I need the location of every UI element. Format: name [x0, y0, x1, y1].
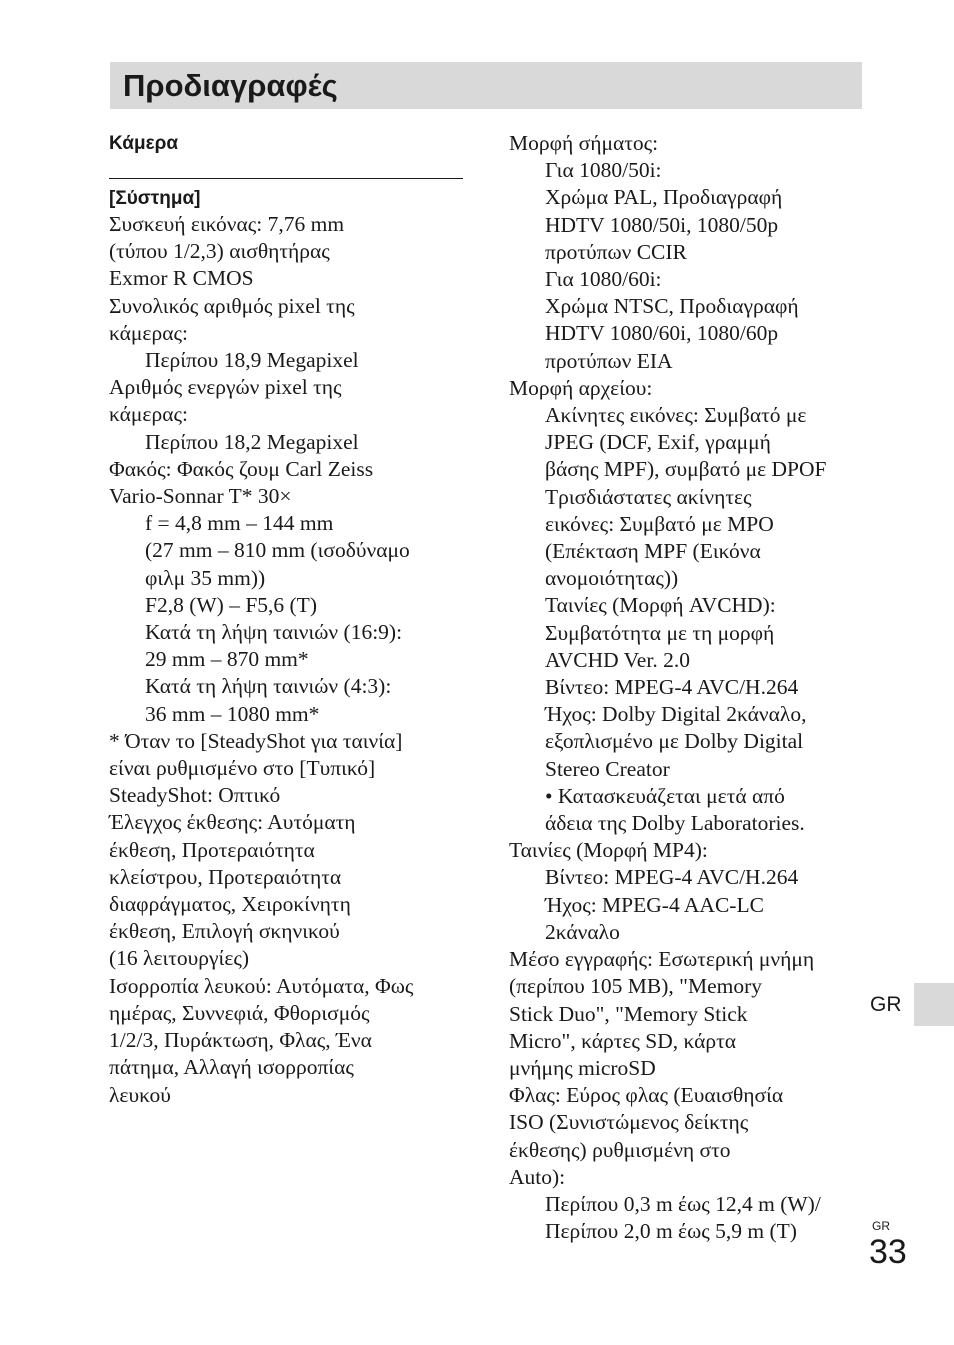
text-line: έκθεσης) ρυθμισμένη στο — [509, 1137, 731, 1162]
text-line: πάτημα, Αλλαγή ισορροπίας — [109, 1055, 354, 1080]
spec-white-balance — [109, 973, 469, 1109]
spec-lens — [109, 456, 469, 510]
text-line: (Επέκταση MPF (Εικόνα — [545, 539, 761, 564]
text-line: Κατά τη λήψη ταινιών (16:9): — [145, 620, 403, 645]
text-line: Φακός: Φακός ζουμ Carl Zeiss — [109, 456, 374, 481]
text-line: Exmor R CMOS — [109, 266, 254, 291]
text-line: • Κατασκευάζεται μετά από — [545, 783, 785, 808]
text-line: F2,8 (W) – F5,6 (T) — [145, 592, 317, 617]
text-line: φιλμ 35 mm)) — [145, 565, 266, 590]
text-line: κλείστρου, Προτεραιότητα — [109, 864, 342, 889]
text-line: διαφράγματος, Χειροκίνητη — [109, 892, 351, 917]
text-line: Ήχος: MPEG-4 AAC-LC — [545, 892, 764, 917]
text-line: Περίπου 2,0 m έως 5,9 m (T) — [545, 1219, 797, 1244]
text-line: βάσης MPF), συμβατό με DPOF — [545, 457, 827, 482]
text-line: HDTV 1080/60i, 1080/60p — [545, 321, 779, 346]
left-column — [109, 130, 469, 1109]
text-line: προτύπων EIA — [545, 348, 673, 373]
language-tab-label: GR — [870, 993, 902, 1016]
text-line: (27 mm – 810 mm (ισοδύναμο — [145, 538, 410, 563]
text-line: έκθεση, Προτεραιότητα — [109, 837, 315, 862]
section-divider — [109, 178, 463, 179]
text-line: * Όταν το [SteadyShot για ταινία] — [109, 728, 403, 753]
text-line: Για 1080/50i: — [545, 158, 662, 183]
text-line: Auto): — [509, 1164, 566, 1189]
text-line: Αριθμός ενεργών pixel της — [109, 375, 342, 400]
section-heading-camera: Κάμερα — [109, 133, 179, 154]
text-line: εικόνες: Συμβατό με MPO — [545, 511, 774, 536]
text-line: f = 4,8 mm – 144 mm — [145, 511, 334, 536]
spec-file-format-label: Μορφή αρχείου: — [509, 375, 653, 400]
text-line: Ταινίες (Μορφή AVCHD): — [545, 593, 776, 618]
text-line: Vario-Sonnar T* 30× — [109, 484, 292, 509]
text-line: Stereo Creator — [545, 756, 670, 781]
spec-exposure-control — [109, 809, 469, 972]
text-line: Ισορροπία λευκού: Αυτόματα, Φως — [109, 973, 414, 998]
text-line: έκθεση, Επιλογή σκηνικού — [109, 919, 340, 944]
text-line: μνήμης microSD — [509, 1055, 656, 1080]
text-line: Περίπου 0,3 m έως 12,4 m (W)/ — [545, 1191, 821, 1216]
text-line: ανομοιότητας)) — [545, 566, 679, 591]
text-line: (τύπου 1/2,3) αισθητήρας — [109, 239, 330, 264]
text-line: Βίντεο: MPEG-4 AVC/H.264 — [545, 865, 799, 890]
spec-effective-pixels-value: Περίπου 18,2 Megapixel — [145, 429, 359, 454]
text-line: (16 λειτουργίες) — [109, 946, 250, 971]
footnote-steadyshot — [109, 728, 469, 782]
text-line: 1/2/3, Πυράκτωση, Φλας, Ένα — [109, 1028, 372, 1053]
spec-signal-format-label: Μορφή σήματος: — [509, 131, 659, 155]
text-line: λευκού — [109, 1082, 171, 1107]
spec-steadyshot: SteadyShot: Οπτικό — [109, 783, 281, 808]
spec-flash-range — [509, 1191, 869, 1245]
text-line: JPEG (DCF, Exif, γραμμή — [545, 430, 771, 455]
text-line: (περίπου 105 MB), "Memory — [509, 974, 762, 999]
right-column — [509, 130, 869, 1245]
subsection-heading-system: [Σύστημα] — [109, 188, 201, 209]
text-line: Κατά τη λήψη ταινιών (4:3): — [145, 674, 392, 699]
text-line: Για 1080/60i: — [545, 267, 662, 292]
spec-signal-format-details — [509, 157, 869, 375]
spec-total-pixels — [109, 293, 469, 347]
spec-image-sensor — [109, 211, 469, 293]
text-line: κάμερας: — [109, 402, 188, 427]
text-line: Micro", κάρτες SD, κάρτα — [509, 1028, 737, 1053]
text-line: Φλας: Εύρος φλας (Ευαισθησία — [509, 1083, 784, 1108]
spec-file-format-details — [509, 402, 869, 783]
text-line: Συσκευή εικόνας: 7,76 mm — [109, 212, 345, 236]
footer-language: GR — [872, 1219, 890, 1233]
spec-flash — [509, 1082, 869, 1191]
dolby-license-bullet — [509, 783, 869, 837]
text-line: Χρώμα PAL, Προδιαγραφή — [545, 185, 783, 210]
text-line: 2κάναλο — [545, 919, 620, 944]
language-tab — [914, 983, 954, 1026]
title-bar — [110, 62, 862, 109]
text-line: εξοπλισμένο με Dolby Digital — [545, 729, 804, 754]
text-line: κάμερας: — [109, 320, 188, 345]
text-line: HDTV 1080/50i, 1080/50p — [545, 212, 779, 237]
page-title: Προδιαγραφές — [123, 68, 338, 103]
text-line: Συνολικός αριθμός pixel της — [109, 293, 355, 318]
text-line: Stick Duo", "Memory Stick — [509, 1001, 748, 1026]
text-line: ημέρας, Συννεφιά, Φθορισμός — [109, 1000, 370, 1025]
text-line: ISO (Συνιστώμενος δείκτης — [509, 1110, 749, 1135]
spec-lens-details — [109, 510, 469, 728]
text-line: Ακίνητες εικόνες: Συμβατό με — [545, 403, 807, 428]
text-line: Βίντεο: MPEG-4 AVC/H.264 — [545, 675, 799, 700]
spec-mp4-label: Ταινίες (Μορφή MP4): — [509, 838, 708, 863]
text-line: 36 mm – 1080 mm* — [145, 701, 320, 726]
spec-mp4-details — [509, 864, 869, 946]
text-line: Ήχος: Dolby Digital 2κάναλο, — [545, 702, 807, 727]
page-number: 33 — [869, 1233, 907, 1271]
spec-recording-media — [509, 946, 869, 1082]
text-line: άδεια της Dolby Laboratories. — [545, 811, 805, 836]
text-line: Συμβατότητα με τη μορφή — [545, 620, 775, 645]
text-line: AVCHD Ver. 2.0 — [545, 647, 690, 672]
text-line: προτύπων CCIR — [545, 239, 687, 264]
spec-effective-pixels — [109, 374, 469, 428]
text-line: Τρισδιάστατες ακίνητες — [545, 484, 752, 509]
text-line: Μέσο εγγραφής: Εσωτερική μνήμη — [509, 947, 815, 972]
text-line: είναι ρυθμισμένο στο [Τυπικό] — [109, 756, 376, 781]
spec-total-pixels-value: Περίπου 18,9 Megapixel — [145, 348, 359, 373]
text-line: 29 mm – 870 mm* — [145, 647, 309, 672]
text-line: Χρώμα NTSC, Προδιαγραφή — [545, 294, 799, 319]
text-line: Έλεγχος έκθεσης: Αυτόματη — [109, 810, 356, 835]
